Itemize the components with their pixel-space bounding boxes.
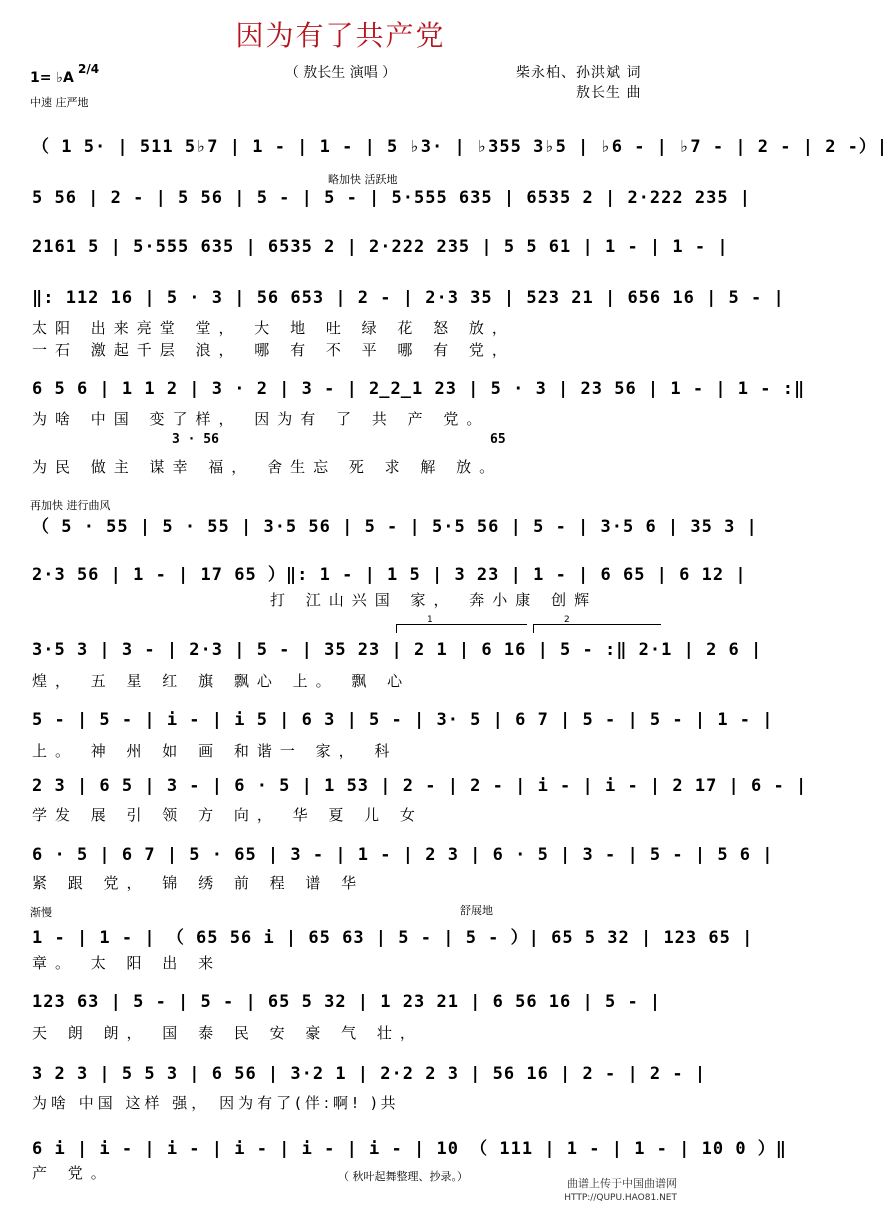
score-line-3: 2161 5 | 5·555 635 | 6535 2 | 2·222 235 | 5 5 61 | 1 - | 1 - |	[32, 237, 729, 257]
site-url: HTTP://QUPU.HAO81.NET	[564, 1193, 677, 1203]
score-line-7: 2·3 56 | 1 - | 17 65 ）‖: 1 - | 1 5 | 3 23 | 1 - | 6 65 | 6 12 |	[32, 565, 747, 585]
volta-number-2: 2	[564, 615, 570, 625]
score-line-13: 123 63 | 5 - | 5 - | 65 5 32 | 1 23 21 | 6 56 16 | 5 - |	[32, 992, 662, 1012]
lyric-line-8: 学发 展 引 领 方 向， 华 夏 儿 女	[32, 806, 423, 824]
lyric-line-13: 产 党。	[32, 1164, 114, 1182]
lyric-line-1: 太阳 出来亮堂 堂， 大 地 吐 绿 花 怒 放，	[32, 319, 515, 337]
lyric-line-9: 紧 跟 党， 锦 绣 前 程 谱 华	[32, 874, 365, 892]
score-line-15: 6 i | i - | i - | i - | i - | i - | 10 （ 111 | 1 - | 1 - | 10 0 ）‖	[32, 1139, 788, 1159]
volta-number-1: 1	[427, 615, 433, 625]
composer-credit: 敖长生 曲	[576, 85, 642, 101]
tempo-marking-4: 舒展地	[460, 904, 493, 917]
arranger-note: （ 秋叶起舞整理、抄录。）	[338, 1170, 468, 1183]
score-line-2: 5 56 | 2 - | 5 56 | 5 - | 5 - | 5·555 635 | 6535 2 | 2·222 235 |	[32, 188, 752, 208]
alt-notes-b: 65	[490, 432, 506, 447]
score-line-6: （ 5 · 55 | 5 · 55 | 3·5 56 | 5 - | 5·5 56 | 5 - | 3·5 6 | 35 3 |	[32, 517, 758, 537]
tempo-marking-3: 渐慢	[30, 906, 52, 919]
lyric-line-4: 为民 做主 谋幸 福， 舍生忘 死 求 解 放。	[32, 458, 503, 476]
score-line-14: 3 2 3 | 5 5 3 | 6 56 | 3·2 1 | 2·2 2 3 | 56 16 | 2 - | 2 - |	[32, 1064, 707, 1084]
lyric-line-11: 天 朗 朗， 国 泰 民 安 豪 气 壮，	[32, 1024, 423, 1042]
tempo-marking-1: 略加快 活跃地	[328, 173, 398, 186]
alt-notes-a: 3 · 56	[172, 432, 219, 447]
lyric-line-2: 一石 激起千层 浪， 哪 有 不 平 哪 有 党，	[32, 341, 515, 359]
score-line-11: 6 · 5 | 6 7 | 5 · 65 | 3 - | 1 - | 2 3 | 6 · 5 | 3 - | 5 - | 5 6 |	[32, 845, 774, 865]
singer-credit: （ 敖长生 演唱 ）	[284, 65, 397, 81]
song-title: 因为有了共产党	[235, 19, 446, 52]
site-watermark: 曲谱上传于中国曲谱网	[567, 1177, 677, 1190]
volta-bracket-1	[396, 615, 527, 633]
score-line-9: 5 - | 5 - | i - | i 5 | 6 3 | 5 - | 3· 5 | 6 7 | 5 - | 5 - | 1 - |	[32, 710, 774, 730]
tempo-marking-2: 再加快 进行曲风	[30, 499, 111, 512]
key-signature: 1= ♭A	[30, 70, 74, 86]
lyricist-credit: 柴永柏、孙洪斌 词	[516, 65, 642, 81]
lyric-line-3: 为啥 中国 变了样， 因为有 了 共 产 党。	[32, 410, 490, 428]
score-line-10: 2 3 | 6 5 | 3 - | 6 · 5 | 1 53 | 2 - | 2 - | i - | i - | 2 17 | 6 - |	[32, 776, 808, 796]
lyric-line-10: 章。 太 阳 出 来	[32, 954, 222, 972]
score-line-4: ‖: 112 16 | 5 · 3 | 56 653 | 2 - | 2·3 35 | 523 21 | 656 16 | 5 - |	[32, 288, 785, 308]
lyric-line-5: 打 江山兴国 家， 奔小康 创辉	[270, 591, 598, 609]
lyric-line-7: 上。 神 州 如 画 和谐一 家， 科	[32, 742, 398, 760]
score-line-12: 1 - | 1 - | （ 65 56 i | 65 63 | 5 - | 5 - ）| 65 5 32 | 123 65 |	[32, 928, 754, 948]
score-line-8: 3·5 3 | 3 - | 2·3 | 5 - | 35 23 | 2 1 | 6 16 | 5 - :‖ 2·1 | 2 6 |	[32, 640, 763, 660]
tempo-marking: 中速 庄严地	[30, 96, 89, 109]
time-signature: 2/4	[78, 62, 100, 76]
score-line-1: （ 1 5· | 511 5♭7 | 1 - | 1 - | 5 ♭3· | ♭355 3♭5 | ♭6 - | ♭7 - | 2 - | 2 -）|	[32, 137, 888, 157]
volta-bracket-2	[533, 615, 661, 633]
lyric-line-12: 为啥 中国 这样 强， 因为有了(伴:啊! )共	[32, 1094, 400, 1112]
score-line-5: 6 5 6 | 1 1 2 | 3 · 2 | 3 - | 2̲2̲1 23 | 5 · 3 | 23 56 | 1 - | 1 - :‖	[32, 379, 806, 399]
lyric-line-6: 煌， 五 星 红 旗 飘心 上。 飘 心	[32, 672, 411, 690]
